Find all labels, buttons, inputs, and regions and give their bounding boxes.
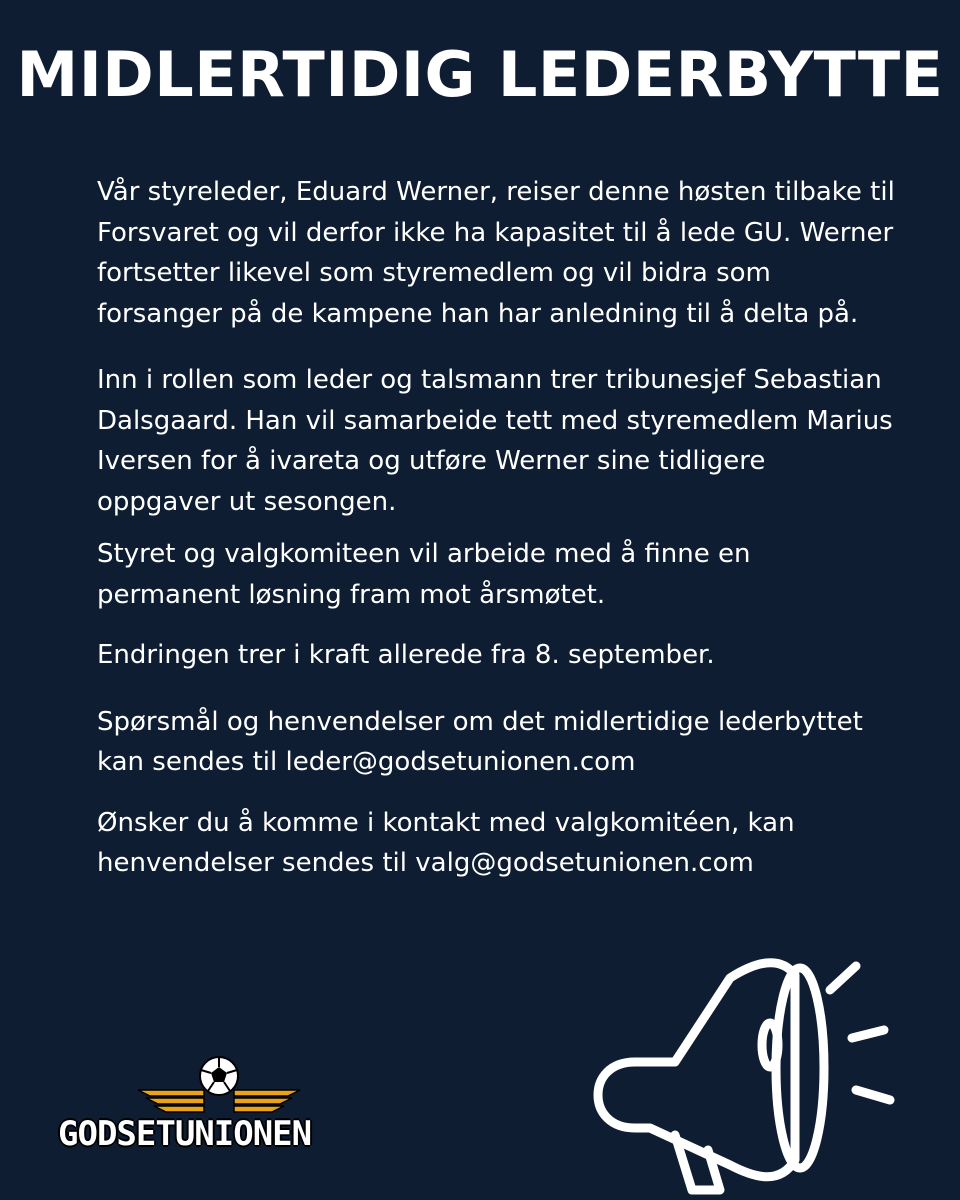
paragraph-6: Ønsker du å komme i kontakt med valgkomitéen, kan henvendelser sendes til valg@godsetunionen.com — [97, 807, 795, 878]
paragraph-5: Spørsmål og henvendelser om det midlertidige lederbyttet kan sendes til leder@godsetunionen.com — [97, 706, 863, 777]
godsetunionen-logo — [54, 1052, 384, 1170]
paragraph-1: Vår styreleder, Eduard Werner, reiser denne høsten tilbake til Forsvaret og vil derfor ikke ha kapasitet til å lede GU. Werner fortsetter likevel som styremedlem og vil bidra som forsanger på de kampene han har anledning til å delta på. — [97, 177, 895, 329]
page-title: MIDLERTIDIG LEDERBYTTE — [16, 38, 944, 111]
paragraph-2: Inn i rollen som leder og talsmann trer tribunesjef Sebastian Dalsgaard. Han vil samarbeide tett med styremedlem Marius Iversen for å ivareta og utføre Werner sine tidligere oppgaver ut sesongen. — [97, 365, 893, 517]
logo-wordmark: GODSETUNIONEN — [58, 1114, 312, 1154]
paragraph-3: Styret og valgkomiteen vil arbeide med å finne en permanent løsning fram mot årsmøtet. — [97, 539, 751, 610]
announcement-body — [97, 172, 897, 884]
football-wings-logo-icon — [54, 1052, 384, 1122]
paragraph-4: Endringen trer i kraft allerede fra 8. september. — [97, 640, 715, 670]
megaphone-icon — [580, 950, 920, 1200]
